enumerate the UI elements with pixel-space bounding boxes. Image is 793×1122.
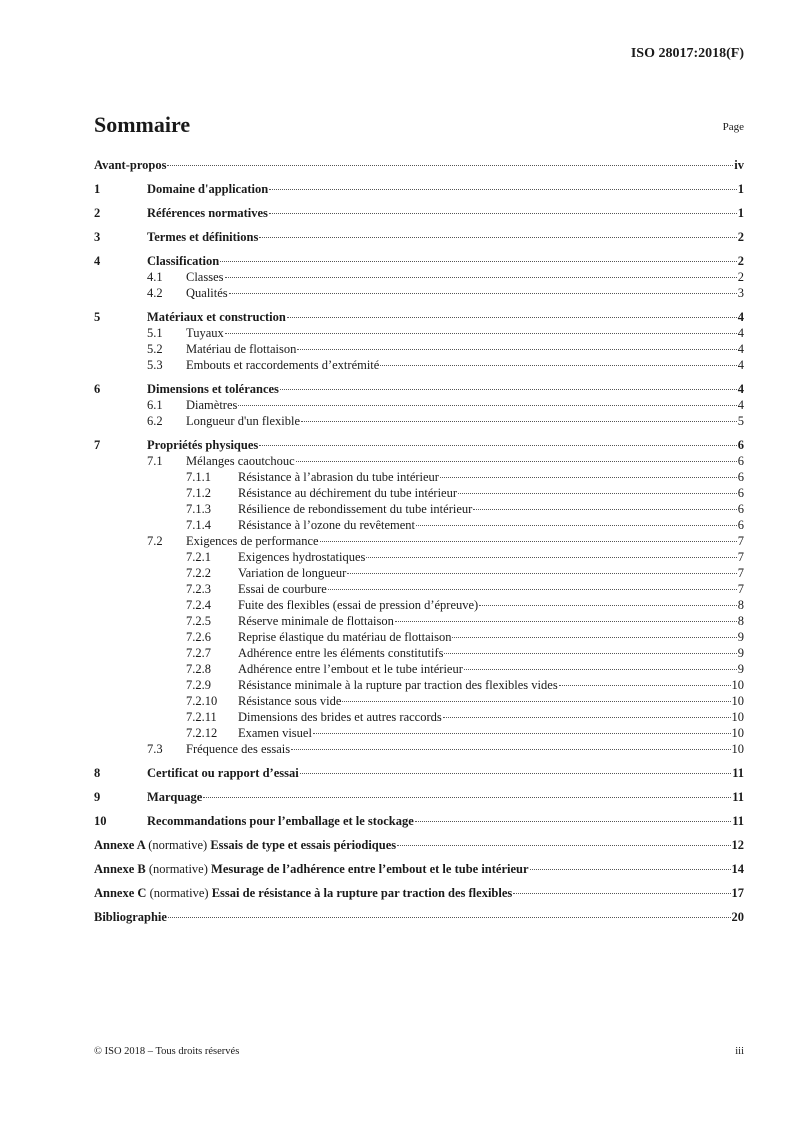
toc-entry-page: 14 bbox=[731, 862, 744, 876]
toc-entry-title: Références normatives bbox=[147, 206, 268, 220]
dot-leader bbox=[269, 189, 737, 190]
toc-entry-number: 7.3 bbox=[147, 742, 163, 756]
toc-entry-title: Mesurage de l’adhérence entre l’embout et le tube intérieur bbox=[211, 862, 529, 876]
toc-entry[interactable] bbox=[94, 469, 744, 485]
toc-entry-title: Essais de type et essais périodiques bbox=[210, 838, 397, 852]
toc-entry-number: 6 bbox=[94, 382, 101, 396]
toc-entry-title: Réserve minimale de flottaison bbox=[238, 614, 394, 628]
dot-leader bbox=[203, 797, 731, 798]
toc-entry-title: Adhérence entre l’embout et le tube intérieur bbox=[238, 662, 463, 676]
toc-entry-number: 7.2.8 bbox=[186, 662, 211, 676]
dot-leader bbox=[259, 445, 737, 446]
annex-title bbox=[94, 837, 396, 853]
toc-entry-title: Matériau de flottaison bbox=[186, 342, 297, 356]
toc-entry[interactable] bbox=[94, 229, 744, 245]
toc-entry-number: 6.1 bbox=[147, 398, 163, 412]
dot-leader bbox=[287, 317, 737, 318]
toc-entry-title: Avant-propos bbox=[94, 158, 167, 172]
toc-entry[interactable] bbox=[94, 205, 744, 221]
toc-entry-title: Résistance minimale à la rupture par traction des flexibles vides bbox=[238, 678, 558, 692]
toc-entry[interactable] bbox=[94, 453, 744, 469]
toc-entry-page: 10 bbox=[731, 710, 744, 724]
toc-entry-number: 7.2.2 bbox=[186, 566, 211, 580]
toc-entry-number: 3 bbox=[94, 230, 101, 244]
toc-entry-title: Longueur d'un flexible bbox=[186, 414, 301, 428]
toc-entry-number: 6.2 bbox=[147, 414, 163, 428]
toc-entry-title: Résistance à l’abrasion du tube intérieur bbox=[238, 470, 439, 484]
toc-entry-page: 10 bbox=[731, 742, 744, 756]
dot-leader bbox=[440, 477, 737, 478]
toc-entry[interactable] bbox=[94, 693, 744, 709]
toc-entry-page: 4 bbox=[737, 382, 744, 396]
toc-entry-page: 4 bbox=[737, 326, 744, 340]
dot-leader bbox=[168, 917, 731, 918]
dot-leader bbox=[297, 349, 736, 350]
toc-entry[interactable] bbox=[94, 437, 744, 453]
toc-entry-number: 4.1 bbox=[147, 270, 163, 284]
toc-entry-number: 5 bbox=[94, 310, 101, 324]
toc-entry[interactable] bbox=[94, 565, 744, 581]
toc-entry-title: Qualités bbox=[186, 286, 228, 300]
toc-entry[interactable] bbox=[94, 813, 744, 829]
toc-entry-title: Tuyaux bbox=[186, 326, 224, 340]
dot-leader bbox=[443, 717, 731, 718]
toc-entry[interactable] bbox=[94, 357, 744, 373]
dot-leader bbox=[559, 685, 731, 686]
toc-entry-number: 7.2.5 bbox=[186, 614, 211, 628]
toc-entry-page: 11 bbox=[732, 814, 744, 828]
toc-entry-number: 7.2.3 bbox=[186, 582, 211, 596]
toc-entry[interactable] bbox=[94, 581, 744, 597]
page-column-label: Page bbox=[722, 121, 744, 133]
toc-entry-page: 2 bbox=[737, 254, 744, 268]
toc-entry-number: 10 bbox=[94, 814, 107, 828]
toc-entry-number: 4.2 bbox=[147, 286, 163, 300]
dot-leader bbox=[225, 277, 737, 278]
toc-entry-number: 7 bbox=[94, 438, 101, 452]
dot-leader bbox=[464, 669, 737, 670]
toc-entry-title: Marquage bbox=[147, 790, 203, 804]
annex-kind: (normative) bbox=[148, 838, 208, 852]
toc-entry-title: Fuite des flexibles (essai de pression d’épreuve) bbox=[238, 598, 479, 612]
toc-entry-page: 8 bbox=[737, 598, 744, 612]
toc-entry-page: 4 bbox=[737, 358, 744, 372]
toc-entry-page: 7 bbox=[737, 550, 744, 564]
toc-entry[interactable] bbox=[94, 645, 744, 661]
toc-entry-number: 8 bbox=[94, 766, 101, 780]
dot-leader bbox=[416, 525, 737, 526]
toc-entry-page: 8 bbox=[737, 614, 744, 628]
toc-entry-number: 7.1.4 bbox=[186, 518, 211, 532]
toc-entry-number: 7.2.4 bbox=[186, 598, 211, 612]
toc-entry-title: Dimensions et tolérances bbox=[147, 382, 279, 396]
toc-entry[interactable] bbox=[94, 741, 744, 757]
toc-entry-page: 6 bbox=[737, 438, 744, 452]
toc-entry-title: Classification bbox=[147, 254, 220, 268]
dot-leader bbox=[395, 621, 737, 622]
toc-entry[interactable] bbox=[94, 253, 744, 269]
dot-leader bbox=[479, 605, 737, 606]
toc-entry-title: Diamètres bbox=[186, 398, 238, 412]
toc-entry-title: Propriétés physiques bbox=[147, 438, 259, 452]
toc-entry-title: Certificat ou rapport d’essai bbox=[147, 766, 299, 780]
dot-leader bbox=[328, 589, 737, 590]
toc-entry[interactable] bbox=[94, 181, 744, 197]
toc-entry[interactable] bbox=[94, 485, 744, 501]
toc-entry[interactable] bbox=[94, 285, 744, 301]
toc-entry[interactable] bbox=[94, 789, 744, 805]
dot-leader bbox=[300, 773, 731, 774]
toc-entry-number: 7.2.12 bbox=[186, 726, 218, 740]
dot-leader bbox=[291, 749, 730, 750]
toc-entry[interactable] bbox=[94, 325, 744, 341]
toc-entry-number: 7.1.2 bbox=[186, 486, 211, 500]
dot-leader bbox=[269, 213, 737, 214]
toc-entry[interactable] bbox=[94, 725, 744, 741]
toc-entry-number: 7.1 bbox=[147, 454, 163, 468]
toc-entry-page: 6 bbox=[737, 502, 744, 516]
toc-entry-title: Embouts et raccordements d’extrémité bbox=[186, 358, 380, 372]
toc-entry-page: 9 bbox=[737, 662, 744, 676]
toc-entry-number: 5.3 bbox=[147, 358, 163, 372]
dot-leader bbox=[259, 237, 736, 238]
annex-title bbox=[94, 861, 529, 877]
dot-leader bbox=[380, 365, 736, 366]
toc-entry[interactable] bbox=[94, 709, 744, 725]
dot-leader bbox=[452, 637, 736, 638]
toc-entry-page: 11 bbox=[732, 766, 744, 780]
toc-entry-number: 7.2.7 bbox=[186, 646, 211, 660]
toc-entry-page: 1 bbox=[737, 206, 744, 220]
toc-entry-title: Fréquence des essais bbox=[186, 742, 291, 756]
dot-leader bbox=[530, 869, 731, 870]
toc-entry-page: 10 bbox=[731, 726, 744, 740]
toc-entry-title: Résilience de rebondissement du tube intérieur bbox=[238, 502, 473, 516]
toc-entry-title: Essai de courbure bbox=[238, 582, 327, 596]
toc-entry-page: 1 bbox=[737, 182, 744, 196]
dot-leader bbox=[397, 845, 730, 846]
toc-entry[interactable] bbox=[94, 309, 744, 325]
toc-entry[interactable] bbox=[94, 677, 744, 693]
dot-leader bbox=[301, 421, 737, 422]
toc-entry-number: 7.1.3 bbox=[186, 502, 211, 516]
toc-entry-page: 4 bbox=[737, 310, 744, 324]
dot-leader bbox=[167, 165, 733, 166]
toc-entry-title: Exigences hydrostatiques bbox=[238, 550, 366, 564]
toc-entry-page: iv bbox=[734, 158, 744, 172]
toc-entry-page: 17 bbox=[731, 886, 744, 900]
toc-entry-page: 4 bbox=[737, 342, 744, 356]
toc-entry[interactable] bbox=[94, 597, 744, 613]
toc-entry-page: 12 bbox=[731, 838, 744, 852]
toc-entry[interactable] bbox=[94, 837, 744, 853]
toc-entry-page: 2 bbox=[737, 230, 744, 244]
dot-leader bbox=[444, 653, 736, 654]
toc-entry[interactable] bbox=[94, 765, 744, 781]
toc-entry[interactable] bbox=[94, 157, 744, 173]
dot-leader bbox=[458, 493, 737, 494]
toc-entry-page: 9 bbox=[737, 646, 744, 660]
dot-leader bbox=[238, 405, 736, 406]
table-of-contents bbox=[94, 157, 744, 925]
toc-entry-page: 3 bbox=[737, 286, 744, 300]
toc-entry-number: 1 bbox=[94, 182, 101, 196]
page-title: Sommaire bbox=[94, 112, 191, 137]
toc-entry[interactable] bbox=[94, 501, 744, 517]
toc-entry[interactable] bbox=[94, 413, 744, 429]
dot-leader bbox=[415, 821, 731, 822]
annex-label: Annexe C bbox=[94, 886, 147, 900]
toc-entry[interactable] bbox=[94, 613, 744, 629]
toc-entry-page: 6 bbox=[737, 518, 744, 532]
toc-entry-title: Recommandations pour l’emballage et le stockage bbox=[147, 814, 414, 828]
footer-page-number: iii bbox=[735, 1046, 744, 1057]
toc-entry-page: 20 bbox=[731, 910, 744, 924]
toc-entry-title: Dimensions des brides et autres raccords bbox=[238, 710, 442, 724]
toc-entry[interactable] bbox=[94, 549, 744, 565]
toc-entry-title: Reprise élastique du matériau de flottaison bbox=[238, 630, 452, 644]
toc-entry-page: 7 bbox=[737, 582, 744, 596]
footer-copyright: © ISO 2018 – Tous droits réservés bbox=[94, 1046, 240, 1057]
annex-title bbox=[94, 885, 512, 901]
dot-leader bbox=[342, 701, 730, 702]
toc-entry-page: 6 bbox=[737, 486, 744, 500]
dot-leader bbox=[366, 557, 736, 558]
toc-entry[interactable] bbox=[94, 381, 744, 397]
annex-label: Annexe A bbox=[94, 838, 146, 852]
toc-entry-page: 7 bbox=[737, 566, 744, 580]
dot-leader bbox=[473, 509, 736, 510]
toc-entry-number: 7.2.1 bbox=[186, 550, 211, 564]
toc-entry-title: Essai de résistance à la rupture par traction des flexibles bbox=[211, 886, 513, 900]
toc-entry-number: 9 bbox=[94, 790, 101, 804]
toc-entry-title: Examen visuel bbox=[238, 726, 312, 740]
toc-entry[interactable] bbox=[94, 533, 744, 549]
document-id: ISO 28017:2018(F) bbox=[630, 46, 744, 61]
toc-entry-title: Résistance sous vide bbox=[238, 694, 342, 708]
toc-entry-title: Exigences de performance bbox=[186, 534, 319, 548]
toc-entry-number: 7.2.9 bbox=[186, 678, 211, 692]
toc-entry-title: Matériaux et construction bbox=[147, 310, 286, 324]
toc-entry-title: Termes et définitions bbox=[147, 230, 259, 244]
dot-leader bbox=[280, 389, 737, 390]
dot-leader bbox=[347, 573, 736, 574]
toc-entry-page: 11 bbox=[732, 790, 744, 804]
toc-entry-page: 4 bbox=[737, 398, 744, 412]
toc-entry-title: Résistance à l’ozone du revêtement bbox=[238, 518, 416, 532]
annex-kind: (normative) bbox=[149, 886, 209, 900]
dot-leader bbox=[220, 261, 737, 262]
toc-entry[interactable] bbox=[94, 861, 744, 877]
toc-entry-title: Variation de longueur bbox=[238, 566, 347, 580]
toc-entry-title: Bibliographie bbox=[94, 910, 167, 924]
annex-label: Annexe B bbox=[94, 862, 146, 876]
toc-entry-page: 7 bbox=[737, 534, 744, 548]
toc-entry-page: 6 bbox=[737, 470, 744, 484]
toc-entry-number: 2 bbox=[94, 206, 101, 220]
toc-entry-number: 7.2.11 bbox=[186, 710, 217, 724]
toc-entry[interactable] bbox=[94, 397, 744, 413]
toc-entry-number: 7.1.1 bbox=[186, 470, 211, 484]
toc-entry[interactable] bbox=[94, 909, 744, 925]
toc-entry[interactable] bbox=[94, 341, 744, 357]
toc-entry-title: Classes bbox=[186, 270, 224, 284]
toc-entry[interactable] bbox=[94, 661, 744, 677]
toc-entry[interactable] bbox=[94, 885, 744, 901]
toc-entry-number: 5.1 bbox=[147, 326, 163, 340]
toc-entry-page: 2 bbox=[737, 270, 744, 284]
toc-entry[interactable] bbox=[94, 517, 744, 533]
toc-entry-title: Mélanges caoutchouc bbox=[186, 454, 295, 468]
toc-entry[interactable] bbox=[94, 269, 744, 285]
dot-leader bbox=[513, 893, 730, 894]
dot-leader bbox=[296, 461, 737, 462]
toc-entry-number: 4 bbox=[94, 254, 101, 268]
toc-entry-number: 7.2.10 bbox=[186, 694, 218, 708]
toc-entry-title: Résistance au déchirement du tube intérieur bbox=[238, 486, 458, 500]
toc-entry-title: Adhérence entre les éléments constitutifs bbox=[238, 646, 444, 660]
toc-entry-page: 6 bbox=[737, 454, 744, 468]
toc-entry-title: Domaine d'application bbox=[147, 182, 269, 196]
toc-entry[interactable] bbox=[94, 629, 744, 645]
toc-entry-number: 7.2 bbox=[147, 534, 163, 548]
dot-leader bbox=[320, 541, 737, 542]
toc-entry-page: 9 bbox=[737, 630, 744, 644]
dot-leader bbox=[313, 733, 731, 734]
annex-kind: (normative) bbox=[148, 862, 208, 876]
toc-entry-page: 10 bbox=[731, 678, 744, 692]
dot-leader bbox=[229, 293, 737, 294]
dot-leader bbox=[225, 333, 737, 334]
toc-entry-page: 10 bbox=[731, 694, 744, 708]
toc-entry-number: 5.2 bbox=[147, 342, 163, 356]
toc-entry-page: 5 bbox=[737, 414, 744, 428]
toc-entry-number: 7.2.6 bbox=[186, 630, 211, 644]
